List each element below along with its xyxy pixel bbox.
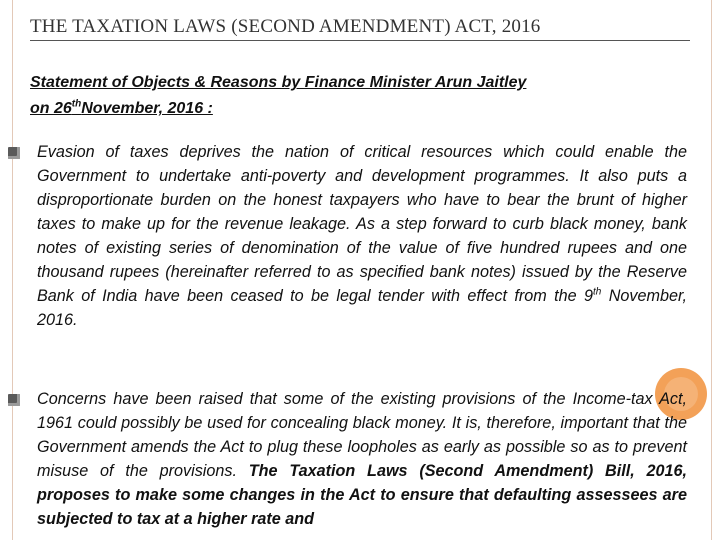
statement-heading — [30, 70, 526, 122]
bullet-1-sup: th — [593, 286, 602, 298]
title-underline — [30, 40, 690, 41]
bullet-2-text: Concerns have been raised that some of the existing provisions of the Income-tax Act, 1961 could possibly be used for concealing black money. It is, therefore, important that the Government amends the Act to plug these loopholes as early as possible so as to prevent misuse of the provisions. — [37, 390, 687, 480]
square-bullet-icon — [8, 147, 20, 159]
bullet-text-1 — [37, 140, 687, 332]
frame-right-border — [711, 0, 712, 540]
bullet-text-2 — [37, 387, 687, 531]
statement-date-post: November, 2016 : — [81, 100, 213, 117]
frame-left-border — [12, 0, 13, 540]
bullet-1-text-end: November, 2016. — [37, 287, 687, 329]
bullet-2-bold-text: The Taxation Laws (Second Amendment) Bill, 2016, proposes to make some changes in the Act to ensure that defaulting assessees are subjected to tax at a higher rate and — [37, 462, 688, 528]
statement-line-2 — [30, 96, 526, 122]
statement-line-1: Statement of Objects & Reasons by Finance Minister Arun Jaitley — [30, 74, 527, 91]
bullet-1-text: Evasion of taxes deprives the nation of critical resources which could enable the Government to undertake anti-poverty and development programmes. It also puts a disproportionate burden on the honest taxpayers who have to bear the brunt of higher taxes to make up for the revenue leakage. As a step forward to curb black money, bank notes of existing series of denomination of the value of five hundred rupees and one thousand rupees (hereinafter referred to as specified bank notes) issued by the Reserve Bank of India have been ceased to be legal tender with effect from the 9 — [37, 143, 687, 305]
statement-date-pre: on 26 — [30, 100, 72, 117]
statement-date-sup: th — [71, 98, 82, 110]
square-bullet-icon — [8, 394, 20, 406]
slide-title: THE TAXATION LAWS (SECOND AMENDMENT) ACT, 2016 — [30, 16, 541, 37]
